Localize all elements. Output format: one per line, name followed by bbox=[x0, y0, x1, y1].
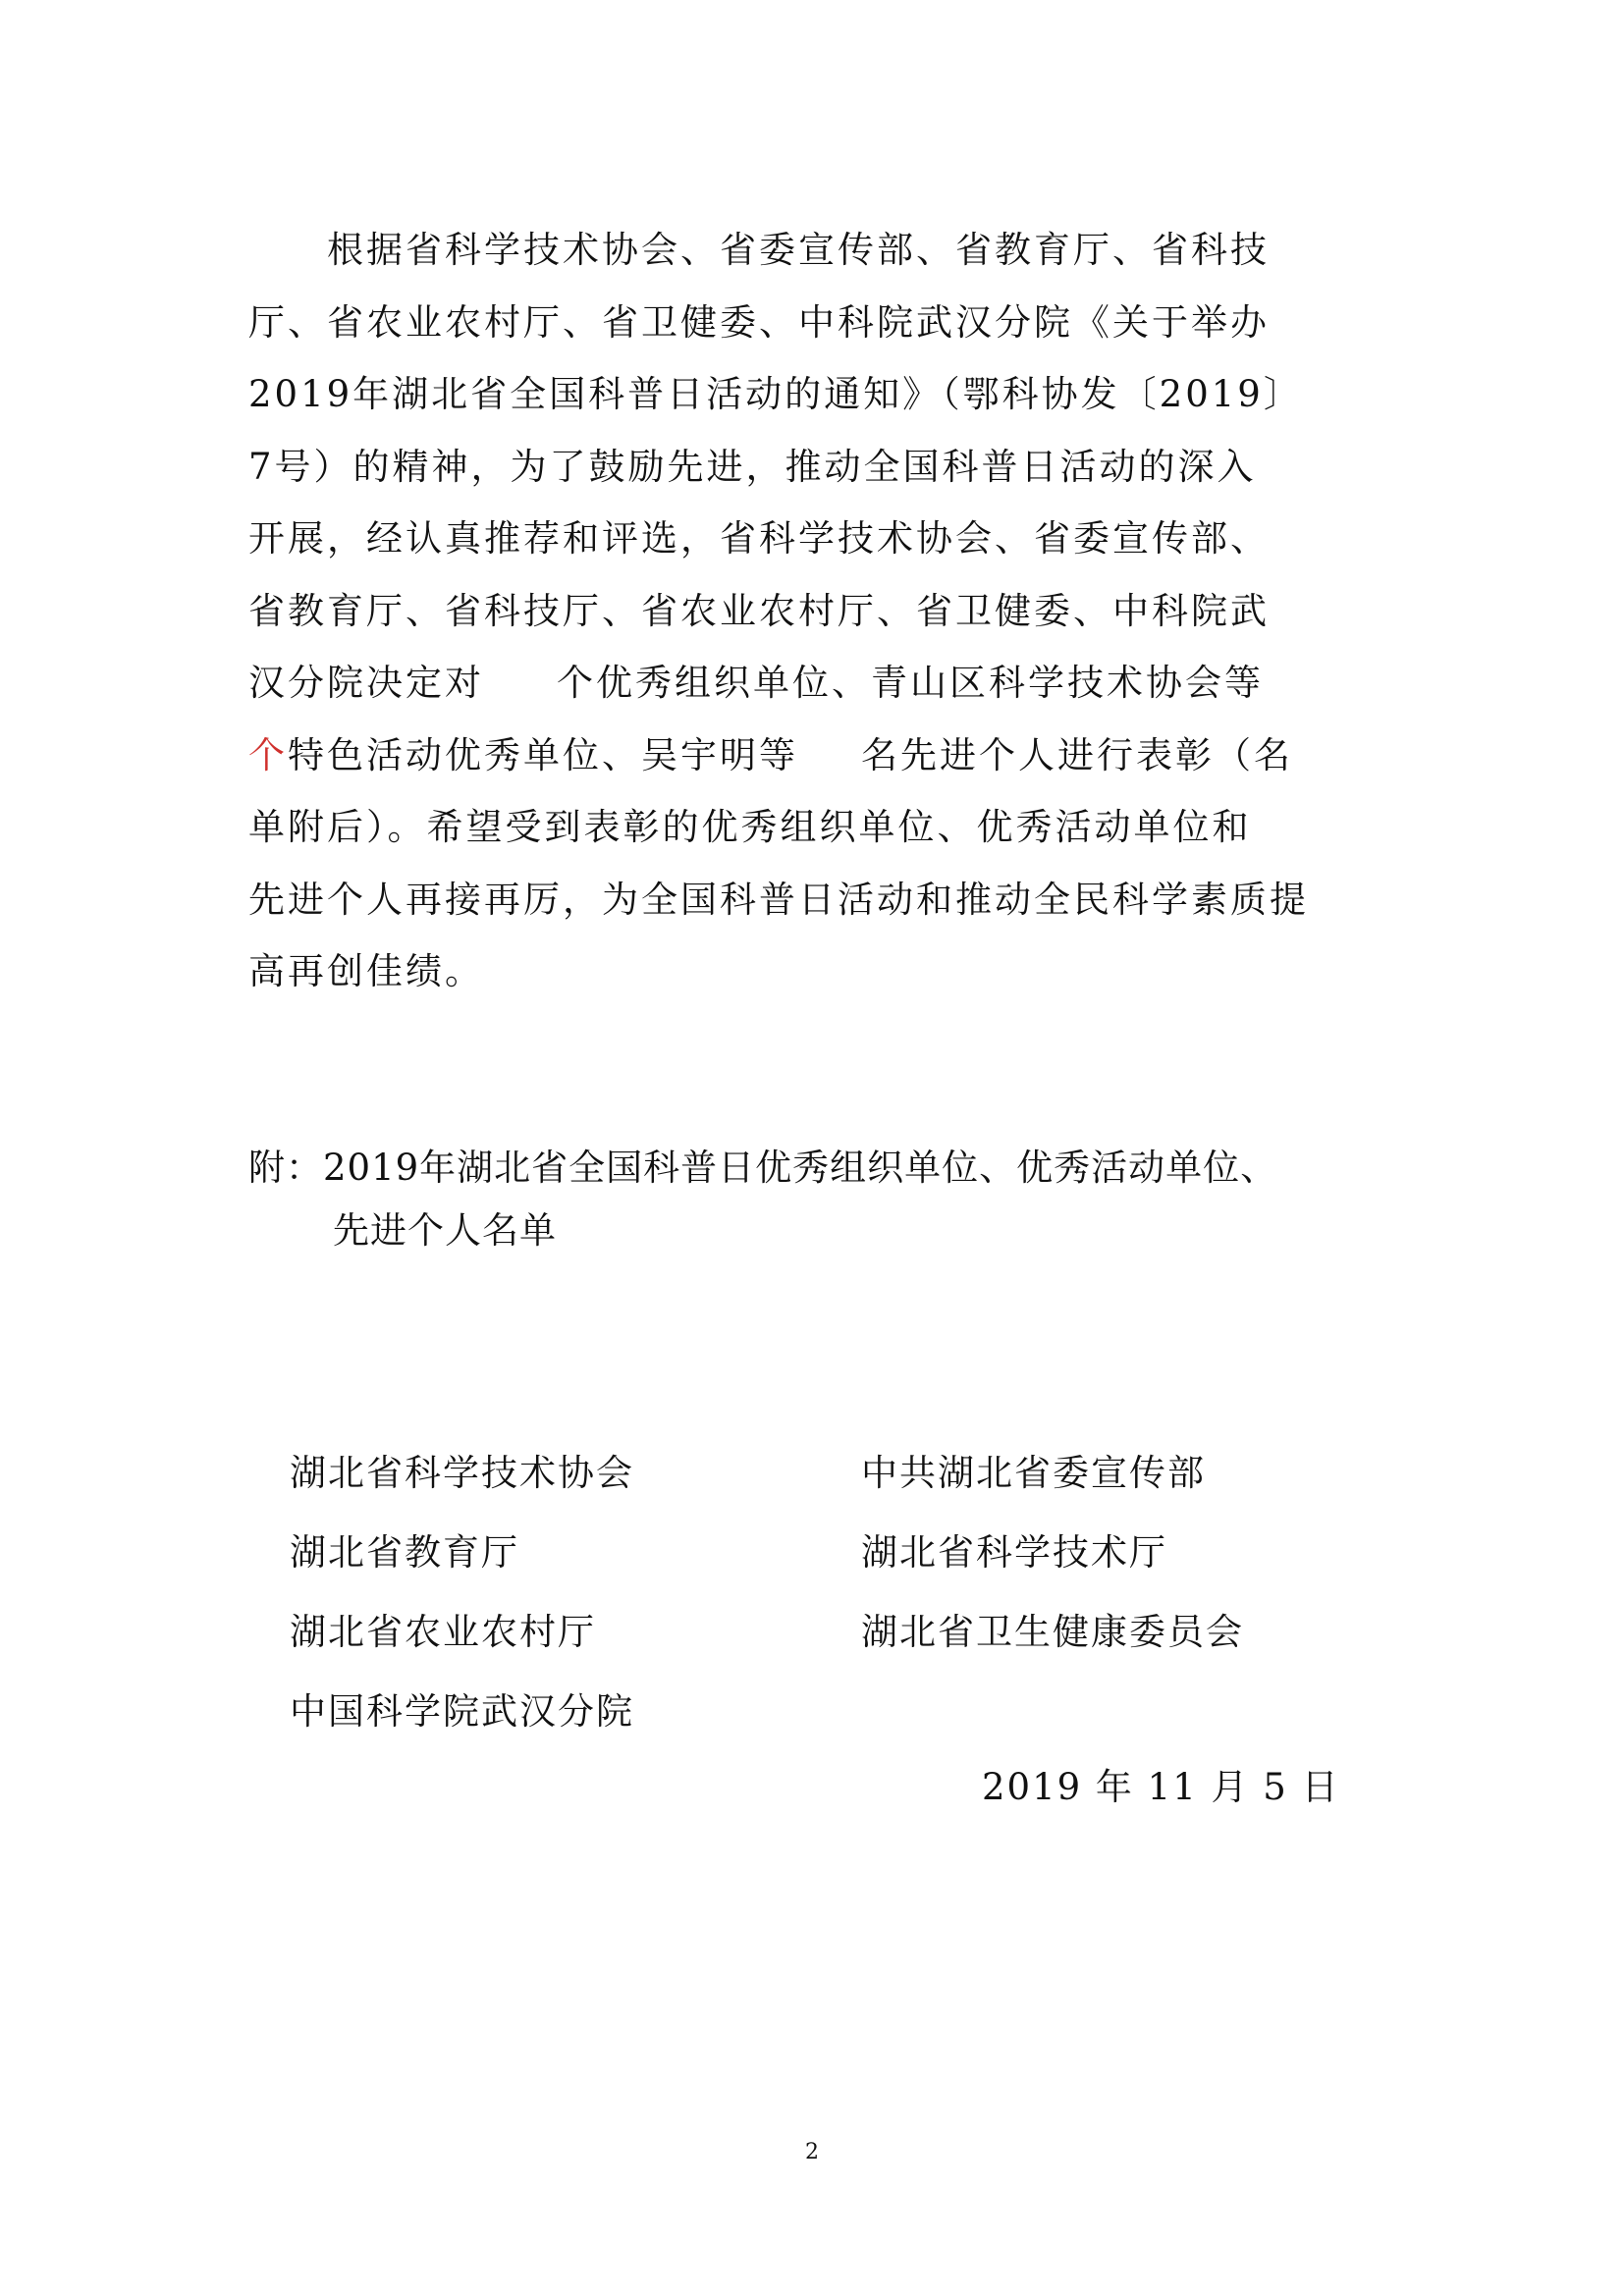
body-line-segment: 个优秀组织单位、青山区科学技术协会等 bbox=[557, 662, 1264, 704]
attachment-line: 附：2019年湖北省全国科普日优秀组织单位、优秀活动单位、 bbox=[248, 1147, 1278, 1189]
body-line bbox=[248, 647, 1387, 720]
body-line: 根据省科学技术协会、省委宣传部、省教育厅、省科技 bbox=[248, 229, 1270, 271]
signature-row bbox=[290, 1682, 1330, 1761]
body-line-segment: 特色活动优秀单位、吴宇明等 bbox=[288, 733, 798, 776]
body-line: 单附后）。希望受到表彰的优秀组织单位、优秀活动单位和 bbox=[248, 806, 1252, 848]
attachment-note bbox=[248, 1137, 1277, 1262]
signature-block bbox=[290, 1443, 1330, 1761]
body-line bbox=[248, 720, 1387, 792]
signatory-right: 中共湖北省委宣传部 bbox=[861, 1452, 1206, 1494]
document-date: 2019 年 11 月 5 日 bbox=[982, 1766, 1340, 1808]
page-number: 2 bbox=[805, 2140, 819, 2164]
body-line: 厅、省农业农村厅、省卫健委、中科院武汉分院《关于举办 bbox=[248, 300, 1270, 344]
body-line: 开展，经认真推荐和评选，省科学技术协会、省委宣传部、 bbox=[248, 517, 1270, 560]
attachment-line: 先进个人名单 bbox=[333, 1209, 557, 1252]
body-line: 高再创佳绩。 bbox=[248, 950, 484, 992]
signatory-right: 湖北省卫生健康委员会 bbox=[861, 1611, 1244, 1653]
signatory-left: 湖北省农业农村厅 bbox=[290, 1611, 596, 1653]
body-line: 2019年湖北省全国科普日活动的通知》（鄂科协发〔2019〕 bbox=[248, 373, 1303, 415]
signatory-left: 湖北省科学技术协会 bbox=[290, 1452, 634, 1494]
body-line: 省教育厅、省科技厅、省农业农村厅、省卫健委、中科院武 bbox=[248, 589, 1270, 632]
signature-row bbox=[290, 1522, 1330, 1602]
signature-row bbox=[290, 1602, 1330, 1682]
body-line: 7号）的精神，为了鼓励先进，推动全国科普日活动的深入 bbox=[248, 445, 1257, 488]
signatory-right: 湖北省科学技术厅 bbox=[861, 1531, 1167, 1574]
signatory-left: 湖北省教育厅 bbox=[290, 1531, 519, 1574]
body-line-segment: 名先进个人进行表彰（名 bbox=[861, 733, 1293, 776]
body-line: 先进个人再接再厉，为全国科普日活动和推动全民科学素质提 bbox=[248, 878, 1309, 921]
signatory-left: 中国科学院武汉分院 bbox=[290, 1690, 634, 1733]
body-line-segment: 汉分院决定对 bbox=[248, 662, 484, 704]
signature-row bbox=[290, 1443, 1330, 1522]
highlighted-text: 个 bbox=[248, 733, 288, 776]
body-paragraph bbox=[248, 214, 1387, 1008]
